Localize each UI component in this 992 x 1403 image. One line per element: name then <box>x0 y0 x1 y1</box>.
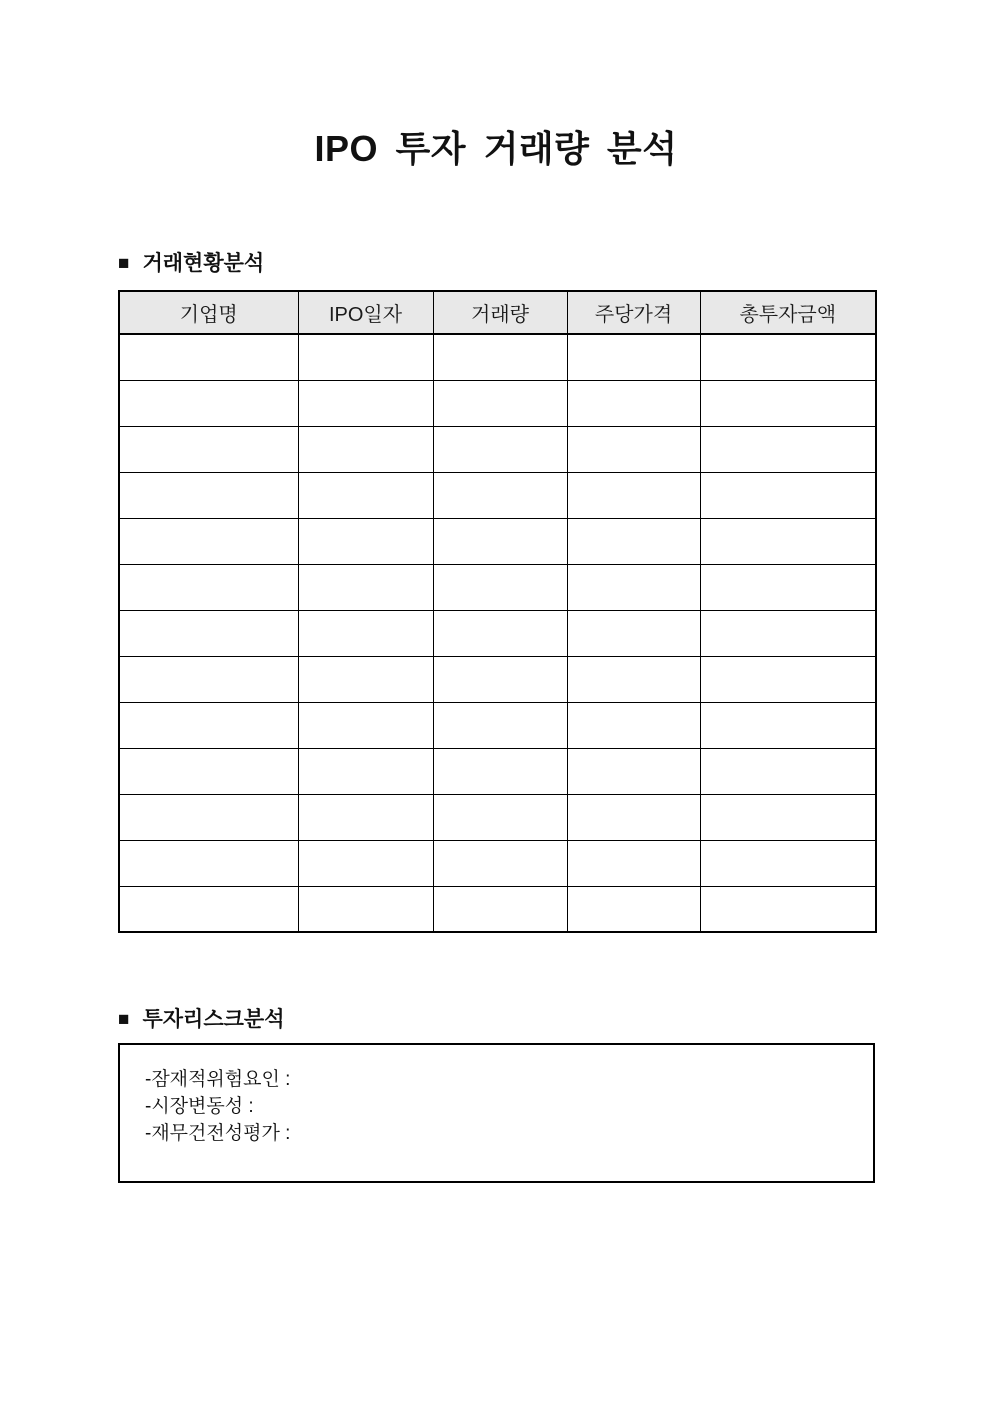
table-empty-cell <box>119 886 298 932</box>
table-empty-cell <box>567 840 700 886</box>
table-empty-cell <box>433 656 567 702</box>
table-empty-cell <box>433 610 567 656</box>
table-empty-cell <box>700 472 876 518</box>
table-empty-row <box>119 840 876 886</box>
table-empty-cell <box>119 794 298 840</box>
column-header-total-investment: 총투자금액 <box>700 291 876 334</box>
table-empty-row <box>119 702 876 748</box>
table-empty-cell <box>119 610 298 656</box>
table-empty-cell <box>298 748 433 794</box>
table-empty-cell <box>700 610 876 656</box>
table-empty-cell <box>433 840 567 886</box>
risk-line-financial-soundness: -재무건전성평가 : <box>145 1123 291 1144</box>
table-empty-cell <box>119 748 298 794</box>
table-empty-cell <box>567 702 700 748</box>
table-empty-cell <box>119 380 298 426</box>
risk-line-potential-risk-factors: -잠재적위험요인 : <box>145 1069 291 1090</box>
table-empty-cell <box>119 564 298 610</box>
section-square-marker-icon: ■ <box>118 253 130 274</box>
table-empty-row <box>119 886 876 932</box>
table-empty-cell <box>567 426 700 472</box>
table-body <box>119 334 876 932</box>
risk-analysis-box <box>118 1043 875 1183</box>
table-empty-cell <box>298 518 433 564</box>
trading-status-table <box>118 290 877 933</box>
table-empty-cell <box>298 472 433 518</box>
table-empty-cell <box>567 564 700 610</box>
table-empty-row <box>119 334 876 380</box>
table-empty-cell <box>567 656 700 702</box>
table-empty-cell <box>567 794 700 840</box>
column-header-company-name: 기업명 <box>119 291 298 334</box>
table-empty-cell <box>119 702 298 748</box>
table-empty-row <box>119 794 876 840</box>
table-empty-cell <box>433 794 567 840</box>
section-header-investment-risk <box>118 1007 992 1033</box>
table-empty-cell <box>119 334 298 380</box>
table-empty-cell <box>298 426 433 472</box>
column-header-trading-volume: 거래량 <box>433 291 567 334</box>
table-empty-cell <box>700 794 876 840</box>
table-empty-cell <box>433 748 567 794</box>
table-empty-cell <box>700 886 876 932</box>
table-empty-cell <box>567 380 700 426</box>
table-empty-cell <box>433 886 567 932</box>
table-empty-cell <box>700 334 876 380</box>
table-empty-cell <box>119 472 298 518</box>
table-empty-cell <box>298 702 433 748</box>
table-empty-cell <box>298 380 433 426</box>
table-empty-cell <box>119 426 298 472</box>
table-empty-cell <box>433 426 567 472</box>
table-empty-row <box>119 472 876 518</box>
table-empty-cell <box>567 886 700 932</box>
table-empty-cell <box>700 426 876 472</box>
table-header-row <box>119 291 876 334</box>
table-empty-row <box>119 380 876 426</box>
table-empty-cell <box>700 656 876 702</box>
table-empty-cell <box>700 702 876 748</box>
table-empty-row <box>119 748 876 794</box>
table-empty-row <box>119 426 876 472</box>
table-empty-cell <box>119 840 298 886</box>
table-empty-cell <box>298 886 433 932</box>
section-square-marker-icon: ■ <box>118 1009 130 1030</box>
section-header-trading-status <box>118 251 992 277</box>
table-empty-cell <box>567 518 700 564</box>
column-header-ipo-date: IPO일자 <box>298 291 433 334</box>
table-empty-cell <box>567 610 700 656</box>
table-empty-cell <box>119 518 298 564</box>
table-empty-cell <box>700 564 876 610</box>
table-empty-row <box>119 610 876 656</box>
table-empty-cell <box>700 518 876 564</box>
risk-line-market-volatility: -시장변동성 : <box>145 1096 254 1117</box>
table-empty-row <box>119 518 876 564</box>
table-empty-cell <box>433 518 567 564</box>
table-empty-cell <box>433 334 567 380</box>
table-empty-cell <box>433 380 567 426</box>
table-empty-cell <box>298 656 433 702</box>
table-empty-cell <box>298 564 433 610</box>
table-empty-row <box>119 656 876 702</box>
table-empty-cell <box>298 794 433 840</box>
table-empty-cell <box>567 748 700 794</box>
column-header-price-per-share: 주당가격 <box>567 291 700 334</box>
table-empty-cell <box>700 840 876 886</box>
table-empty-cell <box>298 840 433 886</box>
document-title: IPO 투자 거래량 분석 <box>314 128 678 169</box>
table-empty-cell <box>433 472 567 518</box>
table-empty-cell <box>567 334 700 380</box>
table-empty-cell <box>567 472 700 518</box>
table-empty-cell <box>298 610 433 656</box>
section-title-investment-risk: 투자리스크분석 <box>142 1008 285 1031</box>
table-empty-cell <box>433 702 567 748</box>
table-empty-cell <box>700 380 876 426</box>
table-empty-cell <box>700 748 876 794</box>
section-title-trading-status: 거래현황분석 <box>142 252 265 275</box>
table-empty-row <box>119 564 876 610</box>
table-empty-cell <box>298 334 433 380</box>
table-empty-cell <box>433 564 567 610</box>
table-empty-cell <box>119 656 298 702</box>
